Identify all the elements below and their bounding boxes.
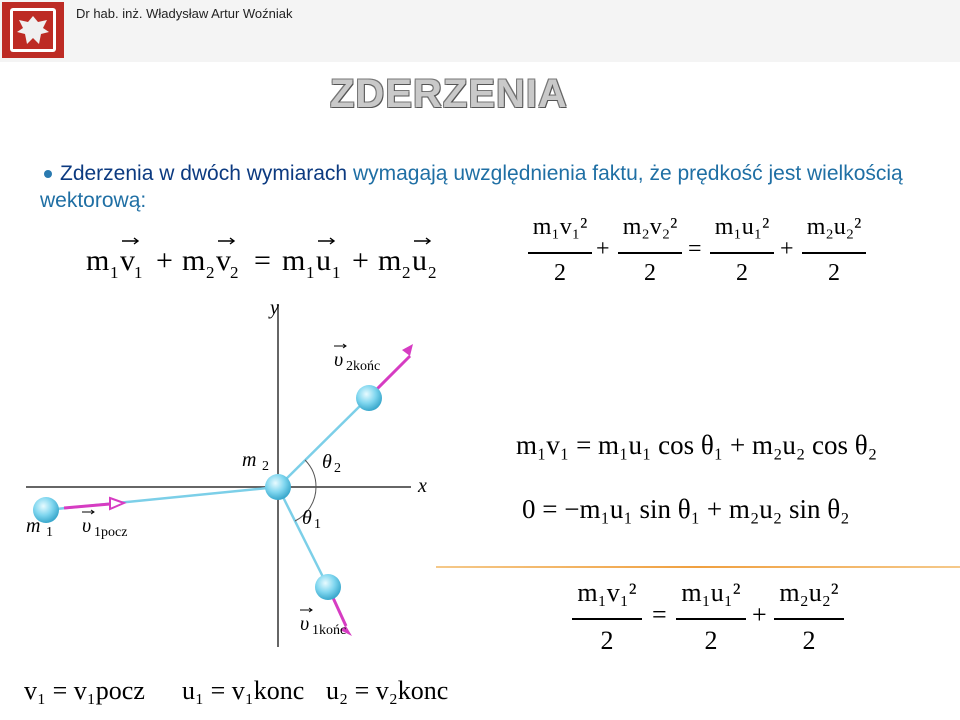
ball-m2 (265, 474, 291, 500)
m2-label-sub: 2 (262, 459, 269, 474)
m2-label: m (242, 449, 257, 471)
m1-label: m (26, 515, 41, 537)
energy-bottom-den1: 2 (600, 626, 614, 655)
divider-line (436, 566, 960, 568)
energy-top-den3: 2 (736, 260, 748, 286)
eq-v1: v (120, 244, 135, 277)
fraction-bar (572, 618, 642, 620)
fraction-bar (528, 252, 592, 254)
eq-m1-sub: 1 (110, 263, 119, 282)
eq-u1: u (316, 244, 331, 277)
definition-u1: u₁ = v₁konc (182, 676, 305, 705)
energy-bottom-term3: m₂u₂² (779, 578, 839, 607)
definition-v1: v₁ = v₁pocz (24, 676, 145, 705)
energy-top-den1: 2 (554, 260, 566, 286)
v1pocz-sub: 1pocz (94, 525, 128, 540)
energy-top-term1: m₁v₁² (532, 214, 588, 240)
energy-top-den4: 2 (828, 260, 840, 286)
eq-equals: = (254, 244, 271, 277)
energy-bottom-den2: 2 (704, 626, 718, 655)
eq-v2-sub: 2 (230, 263, 239, 282)
header-bar (0, 0, 960, 62)
eq-v1-sub: 1 (134, 263, 143, 282)
x-axis-label: x (418, 475, 427, 497)
theta2-sub: 2 (334, 461, 341, 476)
equals-sign: = (688, 236, 702, 262)
v1konc-sub: 1końc (312, 623, 347, 638)
eq-u2: u (412, 244, 427, 277)
author-name: Dr hab. inż. Władysław Artur Woźniak (76, 6, 293, 21)
energy-top-den2: 2 (644, 260, 656, 286)
bullet-icon (44, 170, 52, 178)
eq-m2b-sub: 2 (402, 263, 411, 282)
equals-sign: = (652, 600, 667, 629)
energy-bottom-term2: m₁u₁² (681, 578, 741, 607)
eq-m1: m (86, 244, 110, 277)
energy-top-term4: m₂u₂² (806, 214, 862, 240)
collision-diagram (26, 292, 436, 660)
eq-plus-1: + (156, 244, 173, 277)
ball-m2-final (356, 385, 382, 411)
bullet-highlight: Zderzenia w dwóch wymiarach (60, 162, 348, 185)
energy-equation-top (528, 214, 908, 294)
plus-sign: + (780, 236, 794, 262)
momentum-vector-equation (78, 226, 478, 286)
v1pocz-label: υ (82, 515, 92, 537)
fraction-bar (802, 252, 866, 254)
energy-top-term3: m₁u₁² (714, 214, 770, 240)
momentum-x-equation: m₁v₁ = m₁u₁ cos θ₁ + m₂u₂ cos θ₂ (516, 430, 878, 460)
eq-v2: v (216, 244, 231, 277)
bullet-text (40, 160, 940, 214)
fraction-bar (676, 618, 746, 620)
fraction-bar (618, 252, 682, 254)
ball-m1-final (315, 574, 341, 600)
university-logo (2, 2, 64, 58)
eq-m2-sub: 2 (206, 263, 215, 282)
momentum-y-equation: 0 = −m₁u₁ sin θ₁ + m₂u₂ sin θ₂ (522, 494, 850, 524)
fraction-bar (774, 618, 844, 620)
fraction-bar (710, 252, 774, 254)
eq-plus-2: + (352, 244, 369, 277)
plus-sign: + (596, 236, 610, 262)
energy-equation-bottom (572, 578, 852, 658)
eq-m2b: m (378, 244, 402, 277)
theta1-sub: 1 (314, 517, 321, 532)
y-axis-label: y (270, 297, 279, 319)
theta1-label: θ (302, 507, 312, 529)
theta2-label: θ (322, 451, 332, 473)
bullet-rest: wymagają uwzględnienia faktu, że prędkość jest wielkością wektorową: (40, 162, 903, 212)
v1konc-label: υ (300, 613, 310, 635)
eq-u1-sub: 1 (332, 263, 341, 282)
eq-m2: m (182, 244, 206, 277)
energy-bottom-term1: m₁v₁² (577, 578, 637, 607)
v2konc-sub: 2końc (346, 359, 381, 374)
eq-m1b-sub: 1 (306, 263, 315, 282)
m1-label-sub: 1 (46, 525, 53, 540)
v2konc-label: υ (334, 349, 344, 371)
eagle-logo-icon (2, 2, 64, 58)
eq-m1b: m (282, 244, 306, 277)
energy-bottom-den3: 2 (802, 626, 816, 655)
slide-title: ZDERZENIA (330, 72, 568, 116)
plus-sign: + (752, 600, 767, 629)
definition-u2: u₂ = v₂konc (326, 676, 449, 705)
eq-u2-sub: 2 (428, 263, 437, 282)
energy-top-term2: m₂v₂² (622, 214, 678, 240)
